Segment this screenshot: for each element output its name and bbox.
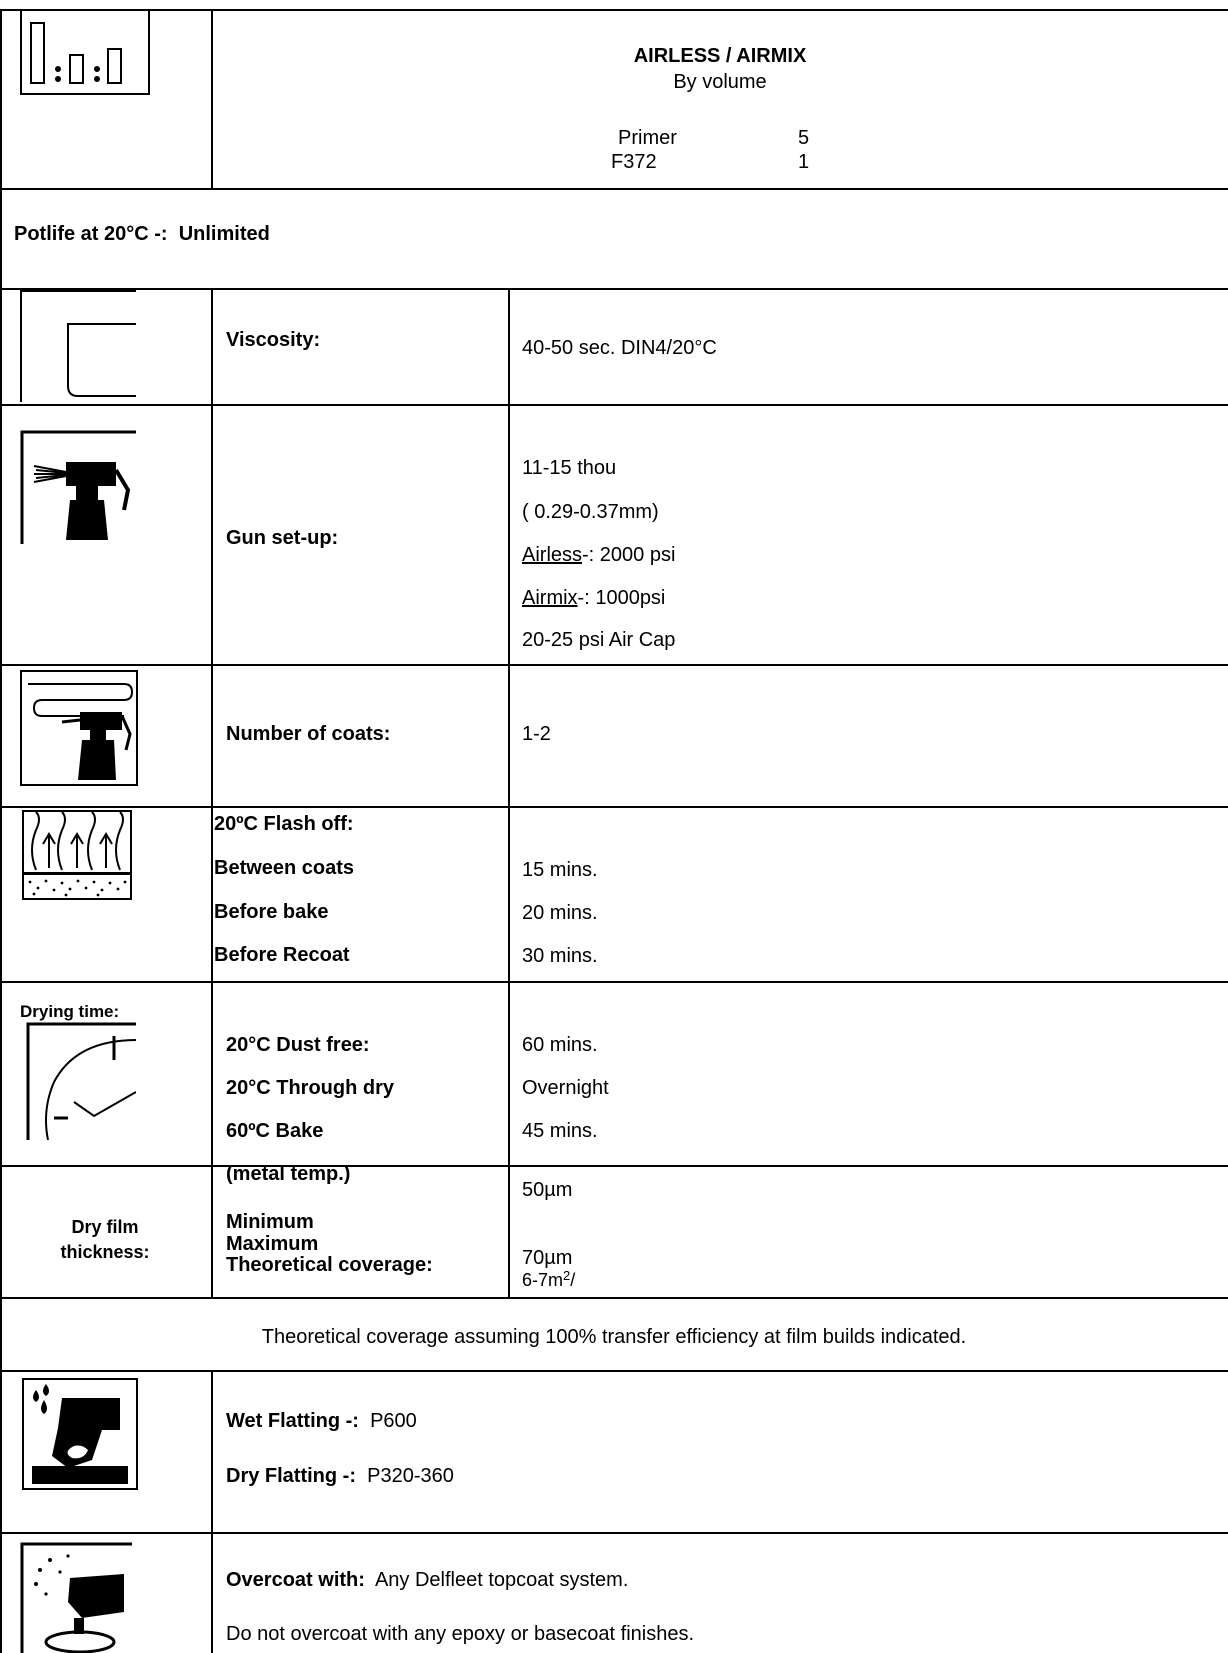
drying-row-value: 45 mins. — [522, 1120, 598, 1142]
divider — [0, 1532, 1228, 1534]
dft-min-label: Minimum — [226, 1211, 314, 1233]
divider — [211, 288, 213, 1298]
mixing-row-name: F372 — [611, 151, 657, 173]
overcoat-value: Any Delfleet topcoat system. — [374, 1569, 629, 1591]
flash-row-value: 20 mins. — [522, 902, 598, 924]
dft-title-line2: thickness: — [60, 1242, 150, 1262]
mixing-row-name: Primer — [618, 127, 677, 149]
dft-cov-value — [522, 1268, 575, 1292]
mixing-subtitle: By volume — [673, 71, 767, 93]
viscosity-label: Viscosity: — [226, 329, 321, 351]
dry-flatting — [226, 1464, 454, 1488]
overcoat-note: Do not overcoat with any epoxy or basecoat finishes. — [226, 1623, 695, 1645]
dry-flatting-value: P320-360 — [367, 1465, 454, 1487]
viscosity-value: 40-50 sec. DIN4/20°C — [522, 337, 717, 359]
wet-flatting-value: P600 — [370, 1410, 417, 1432]
dft-cov-number: 6-7m — [522, 1270, 564, 1290]
viscosity-cup-icon — [20, 290, 140, 402]
gun-label: Gun set-up: — [226, 527, 339, 549]
airmix-label: Airmix — [522, 587, 578, 609]
drying-row-label: 20°C Dust free: — [226, 1034, 370, 1056]
dft-cov-suffix: / — [570, 1270, 576, 1290]
dft-min-value: 50µm — [522, 1179, 573, 1201]
flash-off-icon — [22, 810, 132, 900]
gun-airmix — [522, 586, 665, 610]
divider — [0, 188, 1228, 190]
flash-row-label: Between coats — [214, 857, 355, 879]
divider — [0, 1370, 1228, 1372]
dry-flatting-label: Dry Flatting -: — [226, 1465, 356, 1487]
flash-title: 20ºC Flash off: — [214, 813, 354, 835]
flash-row-value: 30 mins. — [522, 945, 598, 967]
table-border-left — [0, 9, 2, 1653]
wet-flatting-icon — [22, 1378, 138, 1490]
overcoat-label: Overcoat with: — [226, 1569, 365, 1591]
overcoat-icon — [20, 1542, 132, 1653]
clock-icon — [26, 1022, 136, 1140]
drying-row-label: 20°C Through dry — [226, 1077, 395, 1099]
dft-max-value: 70µm — [522, 1247, 573, 1269]
gun-nozzle-mm: ( 0.29-0.37mm) — [522, 501, 659, 523]
drying-row-label: 60ºC Bake — [226, 1120, 324, 1142]
flash-row-value: 15 mins. — [522, 859, 598, 881]
airmix-value: -: 1000psi — [577, 587, 666, 609]
mixing-row-ratio: 5 — [798, 127, 810, 149]
gun-airless — [522, 543, 675, 567]
divider — [211, 9, 213, 189]
overcoat-line — [226, 1568, 628, 1592]
table-border-top — [0, 9, 1228, 11]
divider — [0, 1297, 1228, 1299]
gun-aircap: 20-25 psi Air Cap — [522, 629, 676, 651]
mixing-ratio-icon — [20, 9, 150, 95]
drying-row-value: 60 mins. — [522, 1034, 598, 1056]
drying-title: Drying time: — [20, 1002, 120, 1021]
potlife-value: Unlimited — [178, 223, 270, 245]
drying-row-value: Overnight — [522, 1077, 609, 1099]
divider — [0, 1165, 1228, 1167]
coverage-note: Theoretical coverage assuming 100% transfer efficiency at film builds indicated. — [261, 1326, 967, 1348]
divider — [0, 404, 1228, 406]
potlife-text — [14, 222, 270, 246]
drying-row-label: (metal temp.) — [226, 1163, 351, 1185]
flash-row-label: Before bake — [214, 901, 329, 923]
divider — [0, 806, 1228, 808]
divider — [0, 981, 1228, 983]
flash-row-label: Before Recoat — [214, 944, 350, 966]
mixing-row-ratio: 1 — [798, 151, 810, 173]
coats-label: Number of coats: — [226, 723, 391, 745]
divider — [0, 664, 1228, 666]
divider — [508, 288, 510, 1298]
divider — [211, 1370, 213, 1653]
coats-value: 1-2 — [522, 723, 551, 745]
wet-flatting-label: Wet Flatting -: — [226, 1410, 359, 1432]
potlife-label: Potlife at 20°C -: — [14, 223, 168, 245]
divider — [0, 288, 1228, 290]
coats-icon — [20, 670, 138, 786]
dft-cov-superscript: 2 — [563, 1268, 571, 1283]
dft-max-label: Maximum — [226, 1233, 319, 1255]
gun-nozzle: 11-15 thou — [522, 457, 617, 479]
dft-title-line1: Dry film — [71, 1217, 139, 1237]
wet-flatting — [226, 1409, 417, 1433]
airless-label: Airless — [522, 544, 583, 566]
dft-cov-label: Theoretical coverage: — [226, 1254, 433, 1276]
mixing-title: AIRLESS / AIRMIX — [633, 45, 807, 67]
spray-gun-icon — [20, 430, 136, 544]
airless-value: -: 2000 psi — [582, 544, 676, 566]
